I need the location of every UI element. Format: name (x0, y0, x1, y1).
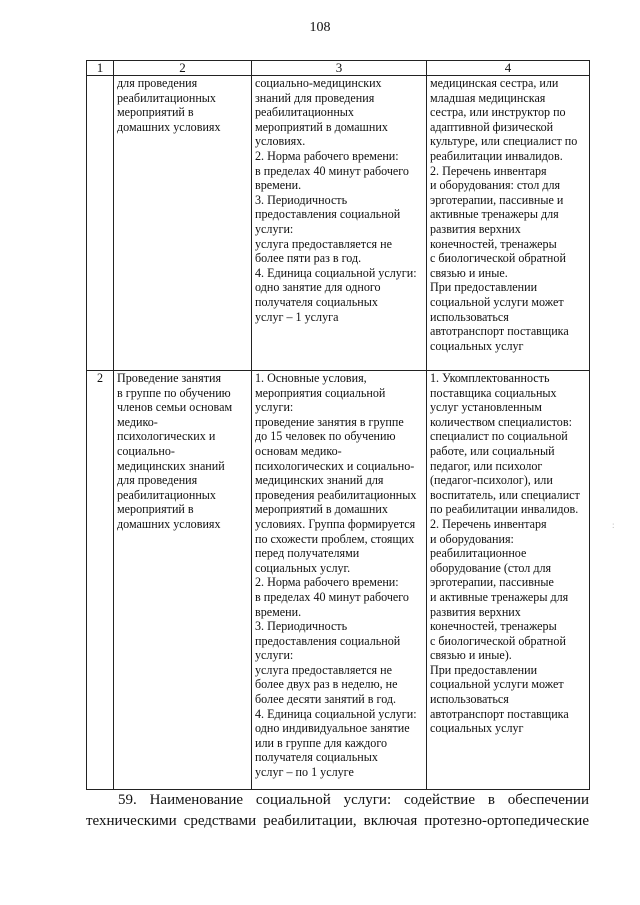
cell-line: эрготерапии, пассивные и (430, 192, 564, 207)
cell-line: социально-медицинских (255, 76, 382, 90)
cell-line: реабилитационное (430, 546, 527, 561)
cell-line: 3. Периодичность (255, 192, 348, 207)
cell-line: использоваться (430, 309, 509, 324)
cell-line: одно индивидуальное занятие (255, 721, 410, 736)
cell-line: специалист по социальной (430, 429, 568, 444)
service-name-cell (114, 371, 252, 790)
table-row (87, 371, 590, 790)
cell-line: активные тренажеры для (430, 207, 559, 222)
cell-line: для проведения (117, 76, 198, 90)
table-header-row (87, 61, 590, 76)
cell-line: по реабилитации инвалидов. (430, 502, 579, 517)
cell-line: мероприятия социальной (255, 385, 386, 400)
cell-line: 3. Периодичность (255, 619, 348, 634)
column-header-1: 1 (87, 61, 114, 76)
cell-line: времени. (255, 178, 302, 193)
cell-line: услуги: (255, 400, 294, 415)
cell-line: в пределах 40 минут рабочего (255, 163, 409, 178)
cell-line: автотранспорт поставщика (430, 324, 569, 339)
section-paragraph (86, 790, 589, 832)
column-header-2: 2 (114, 61, 252, 76)
cell-line: оборудование (стол для (430, 560, 552, 575)
cell-line: 1. Укомплектованность (430, 371, 550, 385)
table-row (87, 76, 590, 371)
cell-line: конечностей, тренажеры (430, 236, 557, 251)
cell-line: социальной услуги может (430, 677, 564, 692)
cell-line: Проведение занятия (117, 371, 222, 385)
cell-line: (педагог-психолог), или (430, 473, 553, 488)
cell-line: мероприятий в (117, 105, 194, 120)
cell-line: предоставления социальной (255, 633, 401, 648)
cell-line: домашних условиях (117, 516, 221, 531)
cell-line: работе, или социальный (430, 443, 555, 458)
cell-line: При предоставлении (430, 662, 538, 677)
cell-line: поставщика социальных (430, 385, 557, 400)
cell-line: по схожести проблем, стоящих (255, 531, 415, 546)
row-number: 2 (87, 371, 114, 790)
cell-line: одно занятие для одного (255, 280, 381, 295)
cell-line: услуги: (255, 648, 294, 663)
cell-line: в пределах 40 минут рабочего (255, 589, 409, 604)
cell-line: связью и иные. (430, 265, 508, 280)
cell-line: домашних условиях (117, 119, 221, 134)
paragraph-line: техническими средствами реабилитации, включая протезно-ортопедические (86, 813, 589, 829)
cell-line: 4. Единица социальной услуги: (255, 706, 417, 721)
cell-line: 2. Норма рабочего времени: (255, 575, 399, 590)
cell-line: социальных услуг. (255, 560, 351, 575)
cell-line: предоставления социальной (255, 207, 401, 222)
cell-line: связью и иные). (430, 648, 512, 663)
cell-line: более пяти раз в год. (255, 251, 362, 266)
cell-line: 2. Перечень инвентаря (430, 163, 547, 178)
cell-line: мероприятий в (117, 502, 194, 517)
cell-line: услуг установленным (430, 400, 542, 415)
column-header-4: 4 (427, 61, 590, 76)
paragraph-line: 59. Наименование социальной услуги: содействие в обеспечении (118, 792, 589, 808)
cell-line: для проведения (117, 473, 198, 488)
cell-line: социальной услуги может (430, 294, 564, 309)
cell-line: использоваться (430, 692, 509, 707)
cell-line: проведения реабилитационных (255, 487, 417, 502)
cell-line: социальных услуг (430, 721, 524, 736)
cell-line: развития верхних (430, 221, 521, 236)
cell-line: реабилитации инвалидов. (430, 148, 563, 163)
service-resources-cell (427, 371, 590, 790)
row-number (87, 76, 114, 371)
cell-line: с биологической обратной (430, 633, 566, 648)
cell-line: мероприятий в домашних (255, 502, 388, 517)
cell-line: до 15 человек по обучению (255, 429, 396, 444)
cell-line: или в группе для каждого (255, 735, 388, 750)
cell-line: психологических и (117, 429, 216, 444)
cell-line: 1. Основные условия, (255, 371, 367, 385)
cell-line: 2. Норма рабочего времени: (255, 148, 399, 163)
cell-line: количеством специалистов: (430, 414, 572, 429)
cell-line: младшая медицинская (430, 90, 546, 105)
cell-line: адаптивной физической (430, 119, 554, 134)
cell-line: социально- (117, 443, 175, 458)
cell-line: медицинских знаний для (255, 473, 384, 488)
service-conditions-cell (252, 371, 427, 790)
cell-line: в группе по обучению (117, 385, 231, 400)
cell-line: с биологической обратной (430, 251, 566, 266)
service-conditions-cell (252, 76, 427, 371)
service-name-cell (114, 76, 252, 371)
cell-line: медицинская сестра, или (430, 76, 559, 90)
cell-line: проведение занятия в группе (255, 414, 404, 429)
cell-line: медико- (117, 414, 158, 429)
cell-line: более десяти занятий в год. (255, 692, 397, 707)
cell-line: медицинских знаний (117, 458, 225, 473)
cell-line: педагог, или психолог (430, 458, 543, 473)
cell-line: сестра, или инструктор по (430, 105, 566, 120)
cell-line: членов семьи основам (117, 400, 233, 415)
cell-line: услуга предоставляется не (255, 236, 392, 251)
cell-line: культуре, или специалист по (430, 134, 578, 149)
cell-line: времени. (255, 604, 302, 619)
cell-line: и активные тренажеры для (430, 589, 569, 604)
cell-line: услуги: (255, 221, 294, 236)
cell-line: более двух раз в неделю, не (255, 677, 398, 692)
cell-line: психологических и социально- (255, 458, 415, 473)
cell-line: реабилитационных (117, 90, 216, 105)
cell-line: воспитатель, или специалист (430, 487, 580, 502)
cell-line: эрготерапии, пассивные (430, 575, 554, 590)
cell-line: При предоставлении (430, 280, 538, 295)
cell-line: получателя социальных (255, 294, 378, 309)
cell-line: услуга предоставляется не (255, 662, 392, 677)
cell-line: 2. Перечень инвентаря (430, 516, 547, 531)
margin-mark: : (612, 520, 615, 530)
cell-line: условиях. Группа формируется (255, 516, 416, 531)
cell-line: и оборудования: стол для (430, 178, 561, 193)
cell-line: услуг – 1 услуга (255, 309, 339, 324)
cell-line: и оборудования: (430, 531, 514, 546)
cell-line: основам медико- (255, 443, 342, 458)
cell-line: знаний для проведения (255, 90, 375, 105)
cell-line: социальных услуг (430, 338, 524, 353)
cell-line: реабилитационных (117, 487, 216, 502)
cell-line: услуг – по 1 услуге (255, 765, 354, 780)
cell-line: 4. Единица социальной услуги: (255, 265, 417, 280)
cell-line: условиях. (255, 134, 306, 149)
cell-line: развития верхних (430, 604, 521, 619)
cell-line: мероприятий в домашних (255, 119, 388, 134)
page-number: 108 (309, 20, 331, 35)
services-table (86, 60, 590, 790)
cell-line: получателя социальных (255, 750, 378, 765)
service-resources-cell (427, 76, 590, 371)
cell-line: конечностей, тренажеры (430, 619, 557, 634)
cell-line: перед получателями (255, 546, 360, 561)
cell-line: автотранспорт поставщика (430, 706, 569, 721)
column-header-3: 3 (252, 61, 427, 76)
cell-line: реабилитационных (255, 105, 354, 120)
